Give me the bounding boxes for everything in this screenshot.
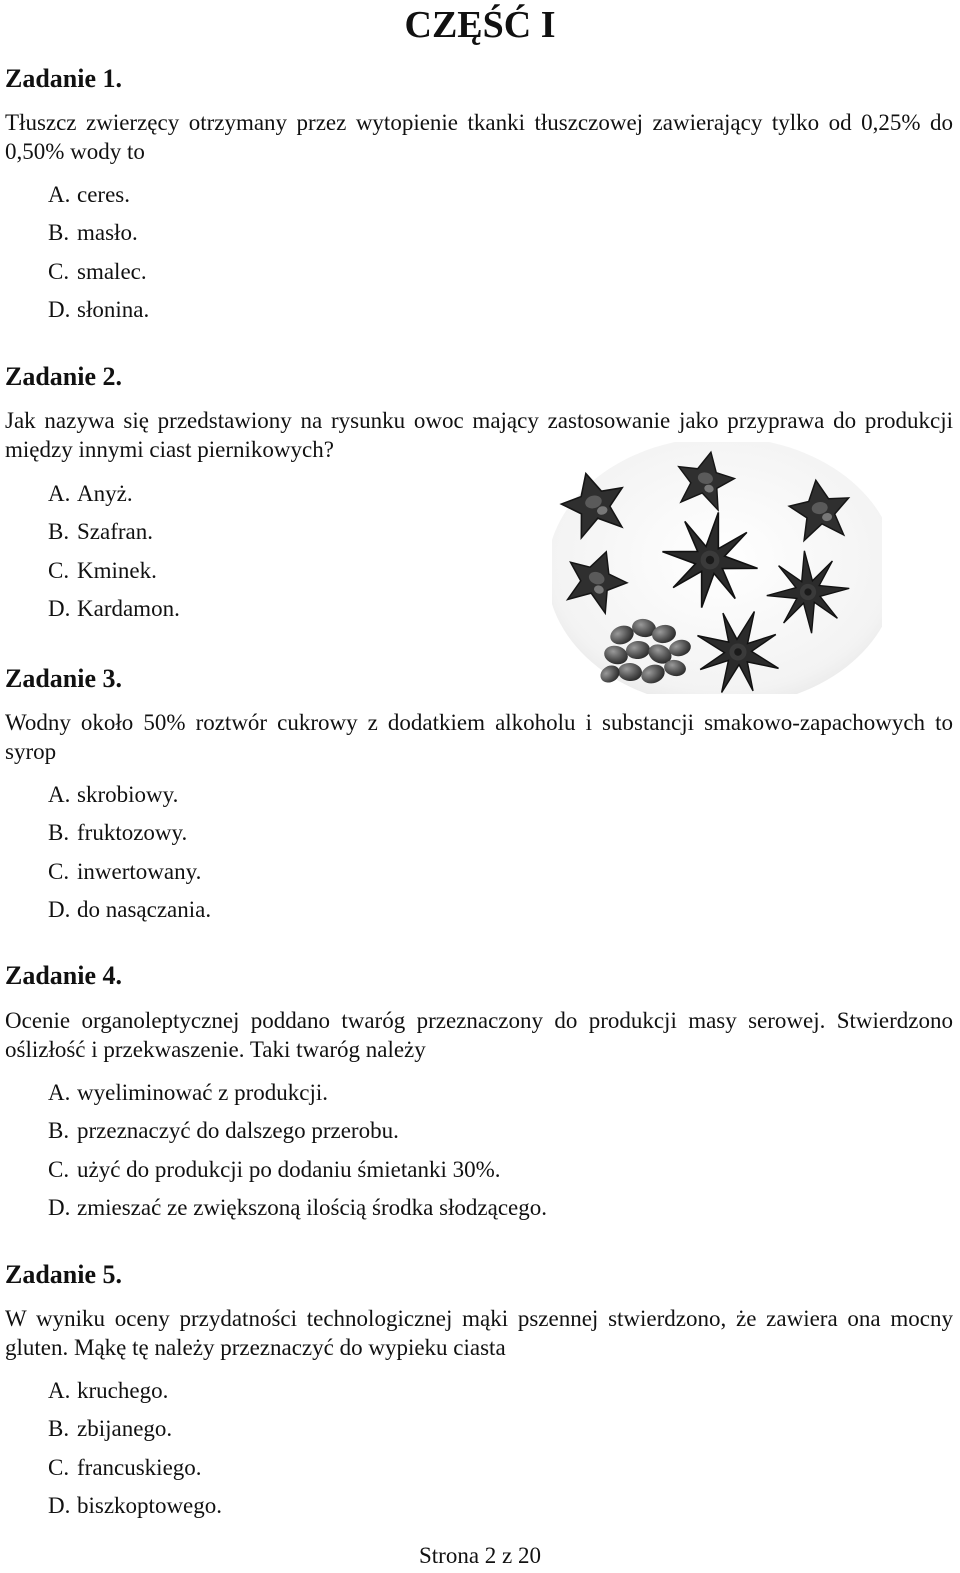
task-4-options	[48, 1074, 547, 1227]
task-2-question: Jak nazywa się przedstawiony na rysunku owoc mający zastosowanie jako przyprawa do produkcji między innymi ciast piernikowych?	[5, 408, 953, 462]
page-title: CZĘŚĆ I	[404, 4, 556, 46]
task-1-option-c: C. smalec.	[48, 258, 147, 284]
task-2-option-b: B. Szafran.	[48, 519, 153, 545]
task-5-question: W wyniku oceny przydatności technologicznej mąki pszennej stwierdzono, że zawiera ona mocny gluten. Mąkę tę należy przeznaczyć do wypieku ciasta	[5, 1306, 953, 1360]
task-3-option-a: A. skrobiowy.	[48, 782, 179, 807]
task-4-option-c: C. użyć do produkcji po dodaniu śmietanki 30%.	[48, 1156, 501, 1182]
task-3-option-c: C. inwertowany.	[48, 858, 202, 884]
task-5-option-d: D. biszkoptowego.	[48, 1492, 223, 1518]
task-4-option-b: B. przeznaczyć do dalszego przerobu.	[48, 1118, 399, 1144]
task-1-question: Tłuszcz zwierzęcy otrzymany przez wytopienie tkanki tłuszczowej zawierający tylko od 0,25% do 0,50% wody to	[5, 110, 953, 164]
task-4-option-a: A. wyeliminować z produkcji.	[48, 1080, 329, 1105]
task-5-option-a: A. kruchego.	[48, 1378, 169, 1403]
task-3-heading: Zadanie 3.	[5, 664, 123, 693]
task-5-option-c: C. francuskiego.	[48, 1454, 202, 1480]
task-2-option-a: A. Anyż.	[48, 481, 133, 506]
task-5-heading: Zadanie 5.	[5, 1260, 123, 1289]
star-anise-photo-icon	[552, 442, 882, 694]
task-2-options	[48, 475, 180, 628]
task-1-option-a: A. ceres.	[48, 182, 130, 207]
task-4-option-d: D. zmieszać ze zwiększoną ilością środka słodzącego.	[48, 1194, 548, 1220]
task-3-option-d: D. do nasączania.	[48, 896, 212, 922]
task-5-option-b: B. zbijanego.	[48, 1416, 173, 1442]
task-1-option-b: B. masło.	[48, 220, 138, 246]
task-4-question: Ocenie organoleptycznej poddano twaróg przeznaczony do produkcji masy serowej. Stwierdzono oślizłość i przekwaszenie. Taki twaróg należy	[5, 1008, 953, 1062]
task-1-heading: Zadanie 1.	[5, 64, 123, 93]
task-1-options	[48, 176, 149, 329]
task-5-options	[48, 1372, 222, 1525]
task-2-option-d: D. Kardamon.	[48, 595, 180, 621]
task-2-option-c: C. Kminek.	[48, 557, 157, 583]
task-3-question: Wodny około 50% roztwór cukrowy z dodatkiem alkoholu i substancji smakowo-zapachowych to syrop	[5, 710, 953, 764]
task-3-options	[48, 776, 211, 929]
task-4-heading: Zadanie 4.	[5, 961, 123, 990]
page-number-footer: Strona 2 z 20	[418, 1543, 541, 1568]
task-2-heading: Zadanie 2.	[5, 362, 123, 391]
task-1-option-d: D. słonina.	[48, 296, 150, 322]
task-3-option-b: B. fruktozowy.	[48, 820, 188, 846]
